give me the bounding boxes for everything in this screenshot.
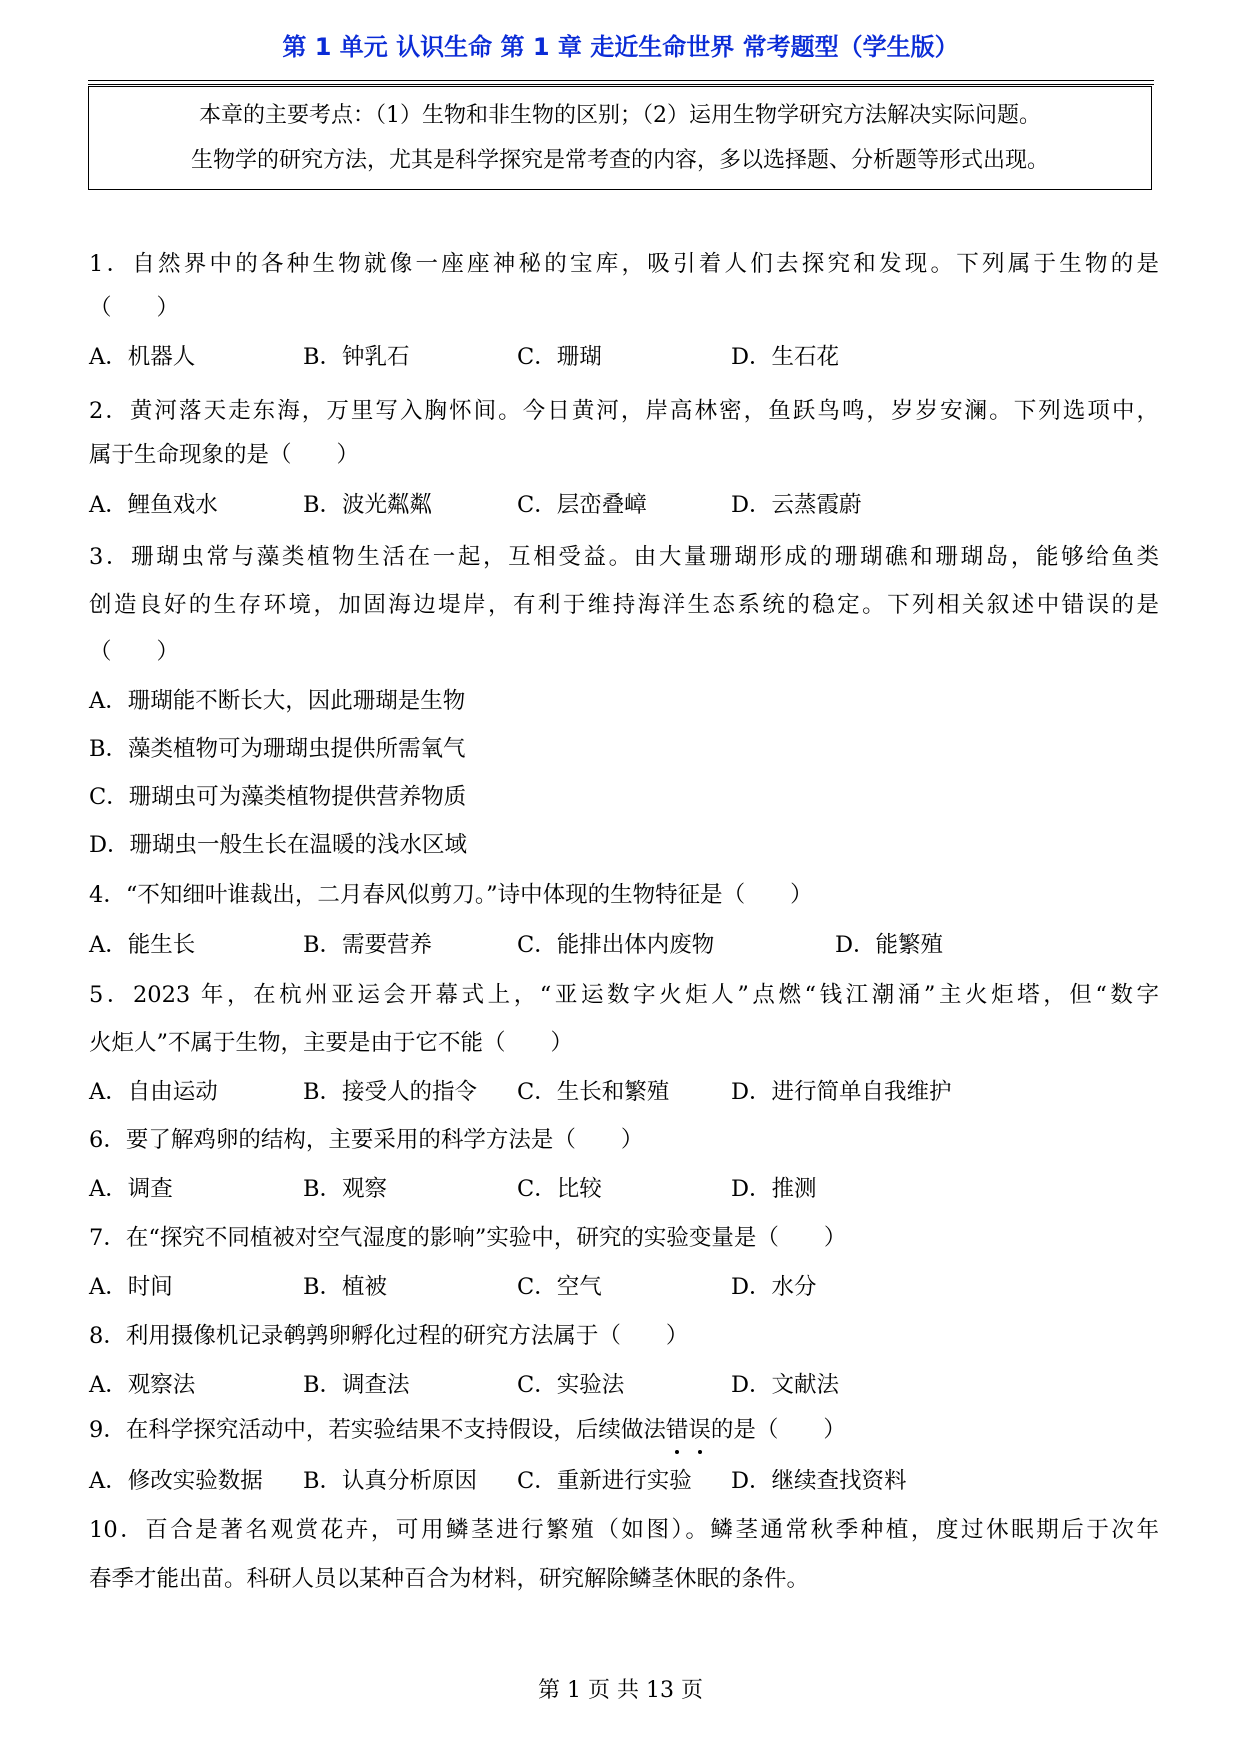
option-c[interactable]: C．实验法 xyxy=(517,1372,625,1398)
summary-line-2: 生物学的研究方法，尤其是科学探究是常考查的内容，多以选择题、分析题等形式出现。 xyxy=(190,148,1049,173)
option-c[interactable]: C．层峦叠嶂 xyxy=(517,492,647,518)
question-5-line-1: 5．2023 年，在杭州亚运会开幕式上，“亚运数字火炬人”点燃“钱江潮涌”主火炬塔，但“数字 xyxy=(89,982,1159,1008)
question-3-line-1: 3．珊瑚虫常与藻类植物生活在一起，互相受益。由大量珊瑚形成的珊瑚礁和珊瑚岛，能够给鱼类 xyxy=(89,544,1159,570)
option-a[interactable]: A．修改实验数据 xyxy=(89,1468,263,1494)
option-d[interactable]: D．文献法 xyxy=(731,1372,840,1398)
option-d[interactable]: D．能繁殖 xyxy=(835,932,944,958)
option-d[interactable]: D．推测 xyxy=(731,1176,817,1202)
question-8-line-1: 8．利用摄像机记录鹌鹑卵孵化过程的研究方法属于（ ） xyxy=(89,1323,689,1349)
question-3-line-3: （ ） xyxy=(89,639,180,665)
question-3-option-d[interactable]: D．珊瑚虫一般生长在温暖的浅水区域 xyxy=(89,832,468,858)
option-a[interactable]: A．时间 xyxy=(89,1274,173,1300)
question-2-line-1: 2．黄河落天走东海，万里写入胸怀间。今日黄河，岸高林密，鱼跃鸟鸣，岁岁安澜。下列选项中， xyxy=(89,398,1159,424)
question-9-stem-start: 9．在科学探究活动中，若实验结果不支持假设，后续做法 xyxy=(89,1417,666,1443)
question-10-line-2: 春季才能出苗。科研人员以某种百合为材料，研究解除鳞茎休眠的条件。 xyxy=(89,1566,810,1592)
question-3-line-2: 创造良好的生存环境，加固海边堤岸，有利于维持海洋生态系统的稳定。下列相关叙述中错误的是 xyxy=(89,592,1159,618)
option-b[interactable]: B．接受人的指令 xyxy=(303,1079,478,1105)
emphasis-dot-char: 误 xyxy=(688,1417,711,1443)
option-b[interactable]: B．需要营养 xyxy=(303,932,433,958)
option-a[interactable]: A．调查 xyxy=(89,1176,173,1202)
question-7-line-1: 7．在“探究不同植被对空气湿度的影响”实验中，研究的实验变量是（ ） xyxy=(89,1225,847,1251)
question-3-option-c[interactable]: C．珊瑚虫可为藻类植物提供营养物质 xyxy=(89,784,467,810)
question-9-line-1 xyxy=(89,1415,1159,1445)
chapter-summary-box xyxy=(88,86,1152,190)
page-title: 第 1 单元 认识生命 第 1 章 走近生命世界 常考题型（学生版） xyxy=(282,33,959,61)
page-number: 第 1 页 共 13 页 xyxy=(538,1678,703,1703)
header-rule-bottom xyxy=(88,84,1154,85)
option-a[interactable]: A．机器人 xyxy=(89,344,196,370)
option-d[interactable]: D．进行简单自我维护 xyxy=(731,1079,952,1105)
question-3-option-b[interactable]: B．藻类植物可为珊瑚虫提供所需氧气 xyxy=(89,736,466,762)
option-a[interactable]: A．鲤鱼戏水 xyxy=(89,492,218,518)
option-c[interactable]: C．空气 xyxy=(517,1274,602,1300)
emphasis-dot-char: 错 xyxy=(665,1417,689,1443)
option-a[interactable]: A．能生长 xyxy=(89,932,196,958)
option-c[interactable]: C．珊瑚 xyxy=(517,344,602,370)
question-1-line-2: （ ） xyxy=(89,295,180,321)
summary-line-1: 本章的主要考点：（1）生物和非生物的区别；（2）运用生物学研究方法解决实际问题。 xyxy=(199,103,1041,128)
question-2-line-2: 属于生命现象的是（ ） xyxy=(89,442,360,468)
question-6-line-1: 6．要了解鸡卵的结构，主要采用的科学方法是（ ） xyxy=(89,1127,644,1153)
option-d[interactable]: D．水分 xyxy=(731,1274,817,1300)
question-4-line-1: 4．“不知细叶谁裁出，二月春风似剪刀。”诗中体现的生物特征是（ ） xyxy=(89,882,813,908)
option-b[interactable]: B．调查法 xyxy=(303,1372,410,1398)
option-c[interactable]: C．比较 xyxy=(517,1176,602,1202)
option-b[interactable]: B．植被 xyxy=(303,1274,388,1300)
question-3-option-a[interactable]: A．珊瑚能不断长大，因此珊瑚是生物 xyxy=(89,688,466,714)
option-b[interactable]: B．认真分析原因 xyxy=(303,1468,478,1494)
option-a[interactable]: A．观察法 xyxy=(89,1372,196,1398)
option-c[interactable]: C．重新进行实验 xyxy=(517,1468,692,1494)
option-c[interactable]: C．生长和繁殖 xyxy=(517,1079,670,1105)
option-d[interactable]: D．云蒸霞蔚 xyxy=(731,492,862,518)
option-c[interactable]: C．能排出体内废物 xyxy=(517,932,715,958)
option-b[interactable]: B．钟乳石 xyxy=(303,344,410,370)
option-d[interactable]: D．继续查找资料 xyxy=(731,1468,907,1494)
question-1-line-1: 1．自然界中的各种生物就像一座座神秘的宝库，吸引着人们去探究和发现。下列属于生物的是 xyxy=(89,251,1159,277)
question-9-stem-end: 的是（ ） xyxy=(710,1417,846,1443)
question-5-line-2: 火炬人”不属于生物，主要是由于它不能（ ） xyxy=(89,1030,574,1056)
option-a[interactable]: A．自由运动 xyxy=(89,1079,218,1105)
option-b[interactable]: B．观察 xyxy=(303,1176,388,1202)
option-b[interactable]: B．波光粼粼 xyxy=(303,492,433,518)
header-rule-top xyxy=(88,80,1154,81)
option-d[interactable]: D．生石花 xyxy=(731,344,840,370)
question-10-line-1: 10．百合是著名观赏花卉，可用鳞茎进行繁殖（如图）。鳞茎通常秋季种植，度过休眠期后于次年 xyxy=(89,1517,1159,1543)
